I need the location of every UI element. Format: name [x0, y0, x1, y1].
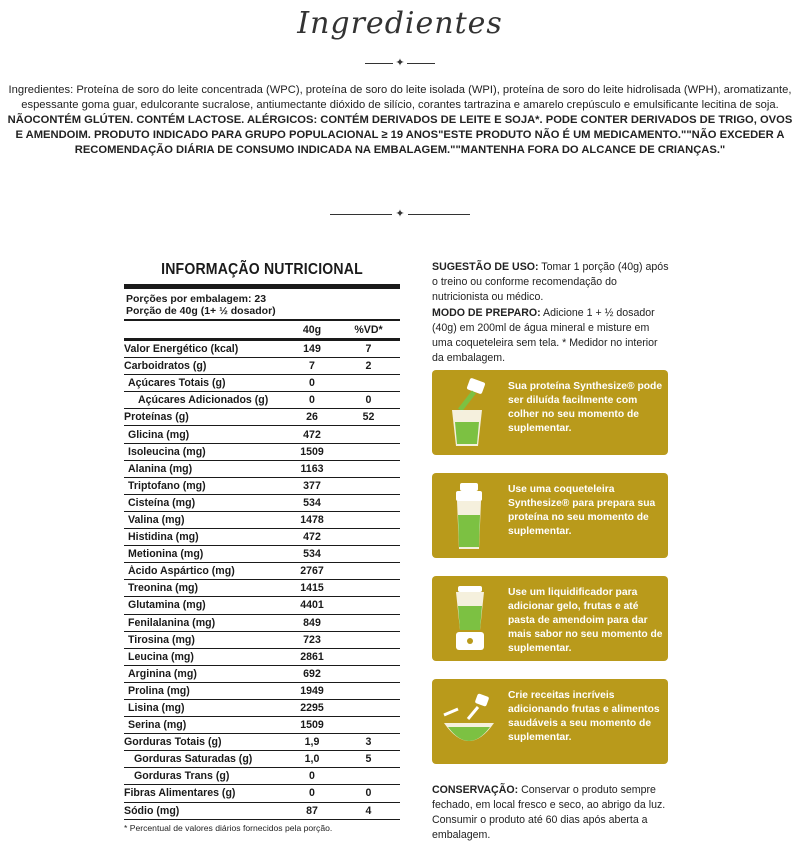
nutrient-label: Carboidratos (g) [124, 360, 207, 373]
nutrient-label: Gorduras Saturadas (g) [134, 753, 253, 766]
tip-card-text: Use um liquidificador para adicionar gelo, frutas e até pasta de amendoim para dar mais sabor no seu momento de suplementar. [508, 587, 663, 654]
nutrient-daily-value: 4 [365, 804, 372, 817]
tip-card-spoon [432, 370, 668, 455]
nutrient-value: 2295 [300, 702, 324, 715]
nutrient-label: Açúcares Totais (g) [128, 377, 226, 390]
tip-card-blender [432, 576, 668, 661]
nutrient-label: Prolina (mg) [128, 684, 190, 697]
storage-info [432, 783, 672, 843]
servings-per-package: Porções por embalagem: 23 [126, 293, 267, 305]
col-vd: %VD* [354, 323, 383, 336]
nutrient-value: 87 [306, 804, 318, 817]
nutrition-row [124, 375, 400, 392]
nutrient-label: Serina (mg) [128, 719, 187, 732]
nutrient-value: 1415 [300, 582, 324, 595]
ingredients-plain: Ingredientes: Proteína de soro do leite concentrada (WPC), proteína de soro do leite isolada (WPI), proteína de soro do leite hidrolisada (WPH), aromatizante, espessante goma guar, edulcorante sucralose, antiumectante dióxido de silício, corantes tartrazina e amarelo crepúsculo e emulsificante lecitina de soja. [8, 84, 792, 111]
nutrition-row [124, 512, 400, 529]
nutrient-daily-value: 0 [365, 394, 372, 407]
nutrient-value: 0 [309, 377, 315, 390]
nutrient-value: 377 [303, 479, 321, 492]
nutrition-row [124, 734, 400, 751]
page-title: Ingredientes [297, 6, 503, 41]
col-40g: 40g [302, 323, 322, 336]
preparation-mode [432, 306, 672, 366]
nutrient-value: 534 [303, 548, 321, 561]
nutrient-value: 1,0 [304, 753, 320, 766]
serving-size: Porção de 40g (1+ ½ dosador) [126, 305, 276, 317]
nutrient-value: 4401 [300, 599, 324, 612]
blender-icon [438, 582, 500, 655]
nutrition-row [124, 785, 400, 802]
nutrient-value: 7 [309, 360, 315, 373]
storage-label: CONSERVAÇÃO: [432, 784, 519, 796]
nutrition-row [124, 409, 400, 426]
nutrient-label: Glicina (mg) [128, 428, 190, 441]
tip-card-bowl [432, 679, 668, 764]
nutrient-label: Isoleucina (mg) [128, 445, 206, 458]
ingredients-warnings: NÃOCONTÉM GLÚTEN. CONTÉM LACTOSE. ALÉRGICOS: CONTÉM DERIVADOS DE LEITE E SOJA*. PODE CONTER DERIVADOS DE TRIGO, OVOS E AMENDOIM. PRODUTO INDICADO PARA GRUPO POPULACIONAL ≥ 19 ANOS"ESTE PRODUTO NÃO É UM MEDICAMENTO.""NÃO EXCEDER A RECOMENDAÇÃO DIÁRIA DE CONSUMO INDICADA NA EMBALAGEM.""MANTENHA FORA DO ALCANCE DE CRIANÇAS." [7, 114, 793, 156]
nutrition-footnote: * Percentual de valores diários fornecidos pela porção. [124, 823, 333, 833]
nutrient-daily-value: 2 [365, 360, 372, 373]
tip-card-text: Use uma coqueteleira Synthesize® para prepara sua proteína no seu momento de suplementar. [508, 484, 656, 537]
nutrient-label: Lisina (mg) [128, 702, 185, 715]
nutrition-row [124, 717, 400, 734]
tip-card-text: Crie receitas incríveis adicionando frutas e alimentos saudáveis a seu momento de suplementar. [508, 690, 660, 743]
nutrient-label: Proteínas (g) [124, 411, 189, 424]
preparation-label: MODO DE PREPARO: [432, 307, 541, 319]
nutrition-row [124, 444, 400, 461]
nutrition-table [124, 258, 400, 820]
divider-middle: ✦ [330, 207, 470, 221]
shaker-icon [438, 479, 500, 552]
nutrient-label: Arginina (mg) [128, 667, 197, 680]
nutrition-row [124, 495, 400, 512]
nutrient-daily-value: 5 [365, 753, 372, 766]
nutrient-label: Alanina (mg) [128, 462, 193, 475]
nutrient-value: 472 [303, 428, 321, 441]
nutrient-value: 0 [309, 787, 315, 800]
tip-card-text: Sua proteína Synthesize® pode ser diluída facilmente com colher no seu momento de suplementar. [508, 381, 663, 434]
nutrition-row [124, 700, 400, 717]
nutrient-value: 0 [309, 770, 315, 783]
tip-card-shaker [432, 473, 668, 558]
nutrition-row [124, 649, 400, 666]
nutrition-row [124, 615, 400, 632]
nutrition-row [124, 683, 400, 700]
nutrient-label: Treonina (mg) [128, 582, 199, 595]
storage-text: Conservar o produto sempre fechado, em local fresco e seco, ao abrigo da luz. Consumir o produto até 60 dias após aberta a embalagem. [432, 784, 666, 841]
nutrient-label: Valor Energético (kcal) [124, 343, 239, 356]
nutrition-rows [124, 341, 400, 820]
nutrient-value: 1163 [300, 462, 324, 475]
nutrient-label: Fenilalanina (mg) [128, 616, 216, 629]
nutrient-value: 1478 [300, 513, 324, 526]
nutrient-daily-value: 7 [365, 343, 372, 356]
nutrient-label: Glutamina (mg) [128, 599, 206, 612]
divider-top: ✦ [365, 56, 435, 70]
usage-suggestion [432, 260, 672, 305]
nutrient-value: 1,9 [304, 736, 320, 749]
nutrient-daily-value: 0 [365, 787, 372, 800]
nutrient-label: Sódio (mg) [124, 804, 180, 817]
nutrition-row [124, 632, 400, 649]
bowl-icon [438, 685, 500, 758]
nutrition-row [124, 341, 400, 358]
nutrition-row [124, 426, 400, 443]
nutrient-label: Triptofano (mg) [128, 479, 206, 492]
nutrient-value: 1949 [300, 684, 324, 697]
nutrition-row [124, 580, 400, 597]
nutrition-row [124, 546, 400, 563]
nutrient-value: 1509 [300, 445, 324, 458]
nutrient-label: Ácido Aspártico (mg) [128, 565, 235, 578]
nutrition-row [124, 529, 400, 546]
nutrient-value: 2767 [300, 565, 324, 578]
nutrition-row [124, 666, 400, 683]
nutrient-value: 0 [309, 394, 315, 407]
nutrient-label: Leucina (mg) [128, 650, 194, 663]
nutrient-label: Histidina (mg) [128, 531, 199, 544]
nutrient-value: 723 [303, 633, 321, 646]
nutrition-row [124, 768, 400, 785]
nutrient-daily-value: 52 [362, 411, 375, 424]
usage-text: Tomar 1 porção (40g) após o treino ou conforme recomendação do nutricionista ou médico. [432, 261, 669, 303]
nutrition-row [124, 563, 400, 580]
nutrient-value: 1509 [300, 719, 324, 732]
nutrient-daily-value: 3 [365, 736, 372, 749]
nutrition-header-row [124, 321, 400, 339]
nutrient-value: 472 [303, 531, 321, 544]
nutrient-value: 26 [306, 411, 318, 424]
nutrient-label: Fibras Alimentares (g) [124, 787, 236, 800]
nutrition-servings [124, 289, 400, 319]
nutrient-label: Cisteína (mg) [128, 496, 196, 509]
nutrition-row [124, 461, 400, 478]
nutrient-value: 849 [303, 616, 321, 629]
nutrient-label: Açúcares Adicionados (g) [138, 394, 269, 407]
nutrition-row [124, 751, 400, 768]
nutrition-row [124, 803, 400, 820]
nutrient-value: 534 [303, 496, 321, 509]
nutrition-row [124, 478, 400, 495]
nutrient-label: Gorduras Trans (g) [134, 770, 230, 783]
nutrient-value: 692 [303, 667, 321, 680]
nutrient-value: 149 [303, 343, 321, 356]
scoop-glass-icon [438, 376, 500, 449]
nutrient-value: 2861 [300, 650, 324, 663]
usage-label: SUGESTÃO DE USO: [432, 261, 539, 273]
nutrition-row [124, 597, 400, 614]
nutrient-label: Valina (mg) [128, 513, 185, 526]
nutrient-label: Metionina (mg) [128, 548, 204, 561]
nutrient-label: Gorduras Totais (g) [124, 736, 222, 749]
nutrition-row [124, 392, 400, 409]
nutrition-row [124, 358, 400, 375]
nutrient-label: Tirosina (mg) [128, 633, 195, 646]
preparation-text: Adicione 1 + ½ dosador (40g) em 200ml de água mineral e misture em uma coqueteleira sem tela. * Medidor no interior da embalagem. [432, 307, 658, 364]
ingredients-text [4, 83, 796, 158]
nutrition-title: INFORMAÇÃO NUTRICIONAL [161, 261, 363, 278]
